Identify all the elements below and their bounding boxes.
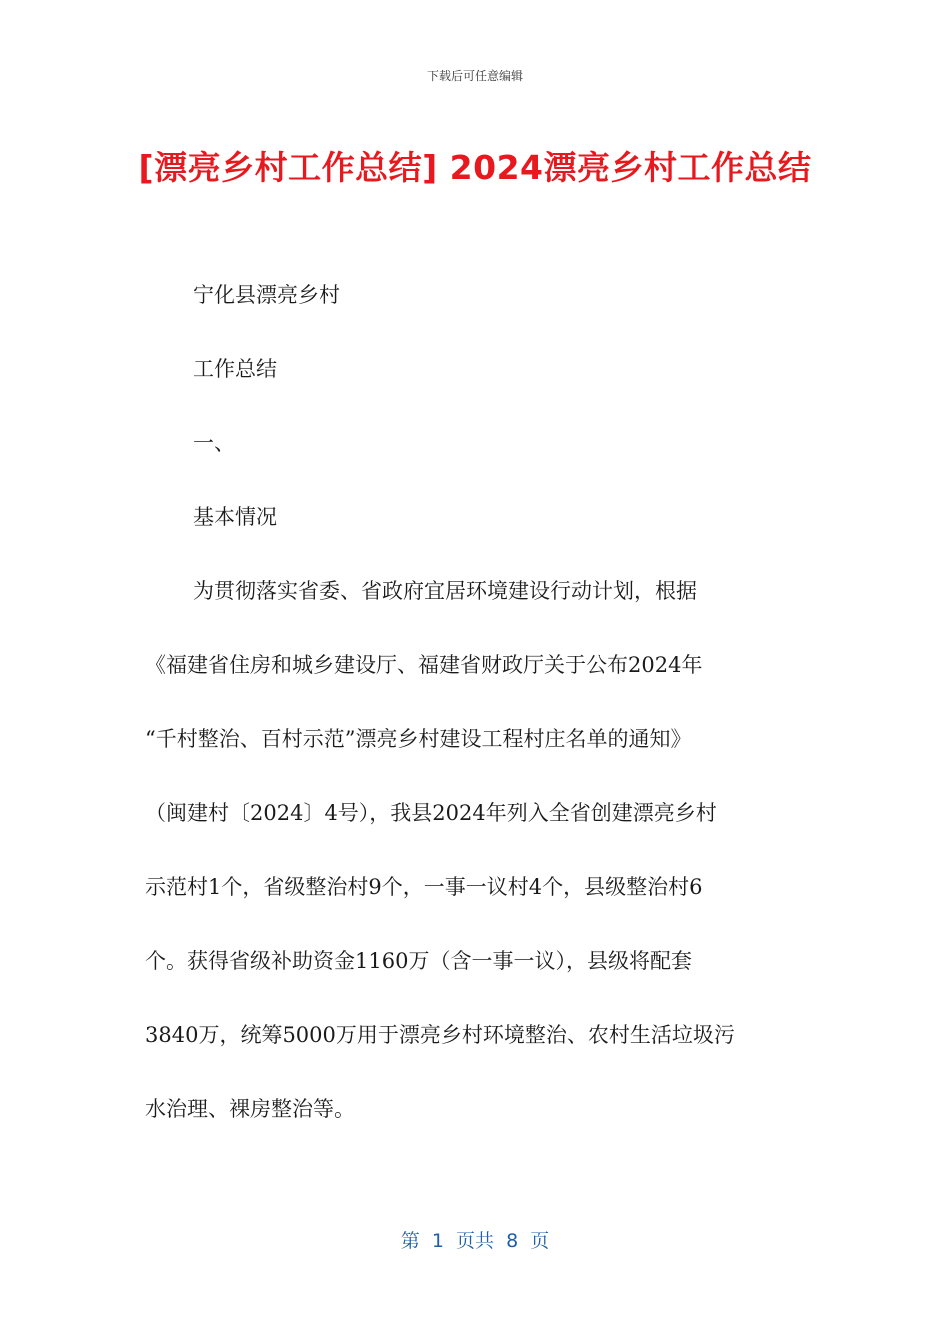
body-line-5: 示范村1个，省级整治村9个，一事一议村4个，县级整治村6: [145, 875, 703, 899]
body-line-8: 水治理、裸房整治等。: [145, 1097, 355, 1121]
section-heading: 基本情况: [193, 505, 277, 529]
body-line-4: （闽建村〔2024〕4号），我县2024年列入全省创建漂亮乡村: [145, 801, 717, 825]
body-line-6: 个。获得省级补助资金1160万（含一事一议），县级将配套: [145, 949, 692, 973]
section-number: 一、: [193, 431, 235, 455]
paragraph-location: 宁化县漂亮乡村: [193, 283, 340, 307]
body-line-1: 为贯彻落实省委、省政府宜居环境建设行动计划，根据: [193, 579, 697, 603]
body-line-2: 《福建省住房和城乡建设厅、福建省财政厅关于公布2024年: [145, 653, 703, 677]
header-note: 下载后可任意编辑: [426, 69, 523, 83]
body-line-7: 3840万，统筹5000万用于漂亮乡村环境整治、农村生活垃圾污: [145, 1023, 735, 1047]
paragraph-subtitle: 工作总结: [193, 357, 277, 381]
document-body: [145, 258, 815, 1146]
document-title: [漂亮乡村工作总结] 2024漂亮乡村工作总结: [138, 148, 812, 187]
page-number-footer: 第 1 页共 8 页: [400, 1230, 550, 1252]
body-line-3: “千村整治、百村示范”漂亮乡村建设工程村庄名单的通知》: [145, 727, 692, 751]
